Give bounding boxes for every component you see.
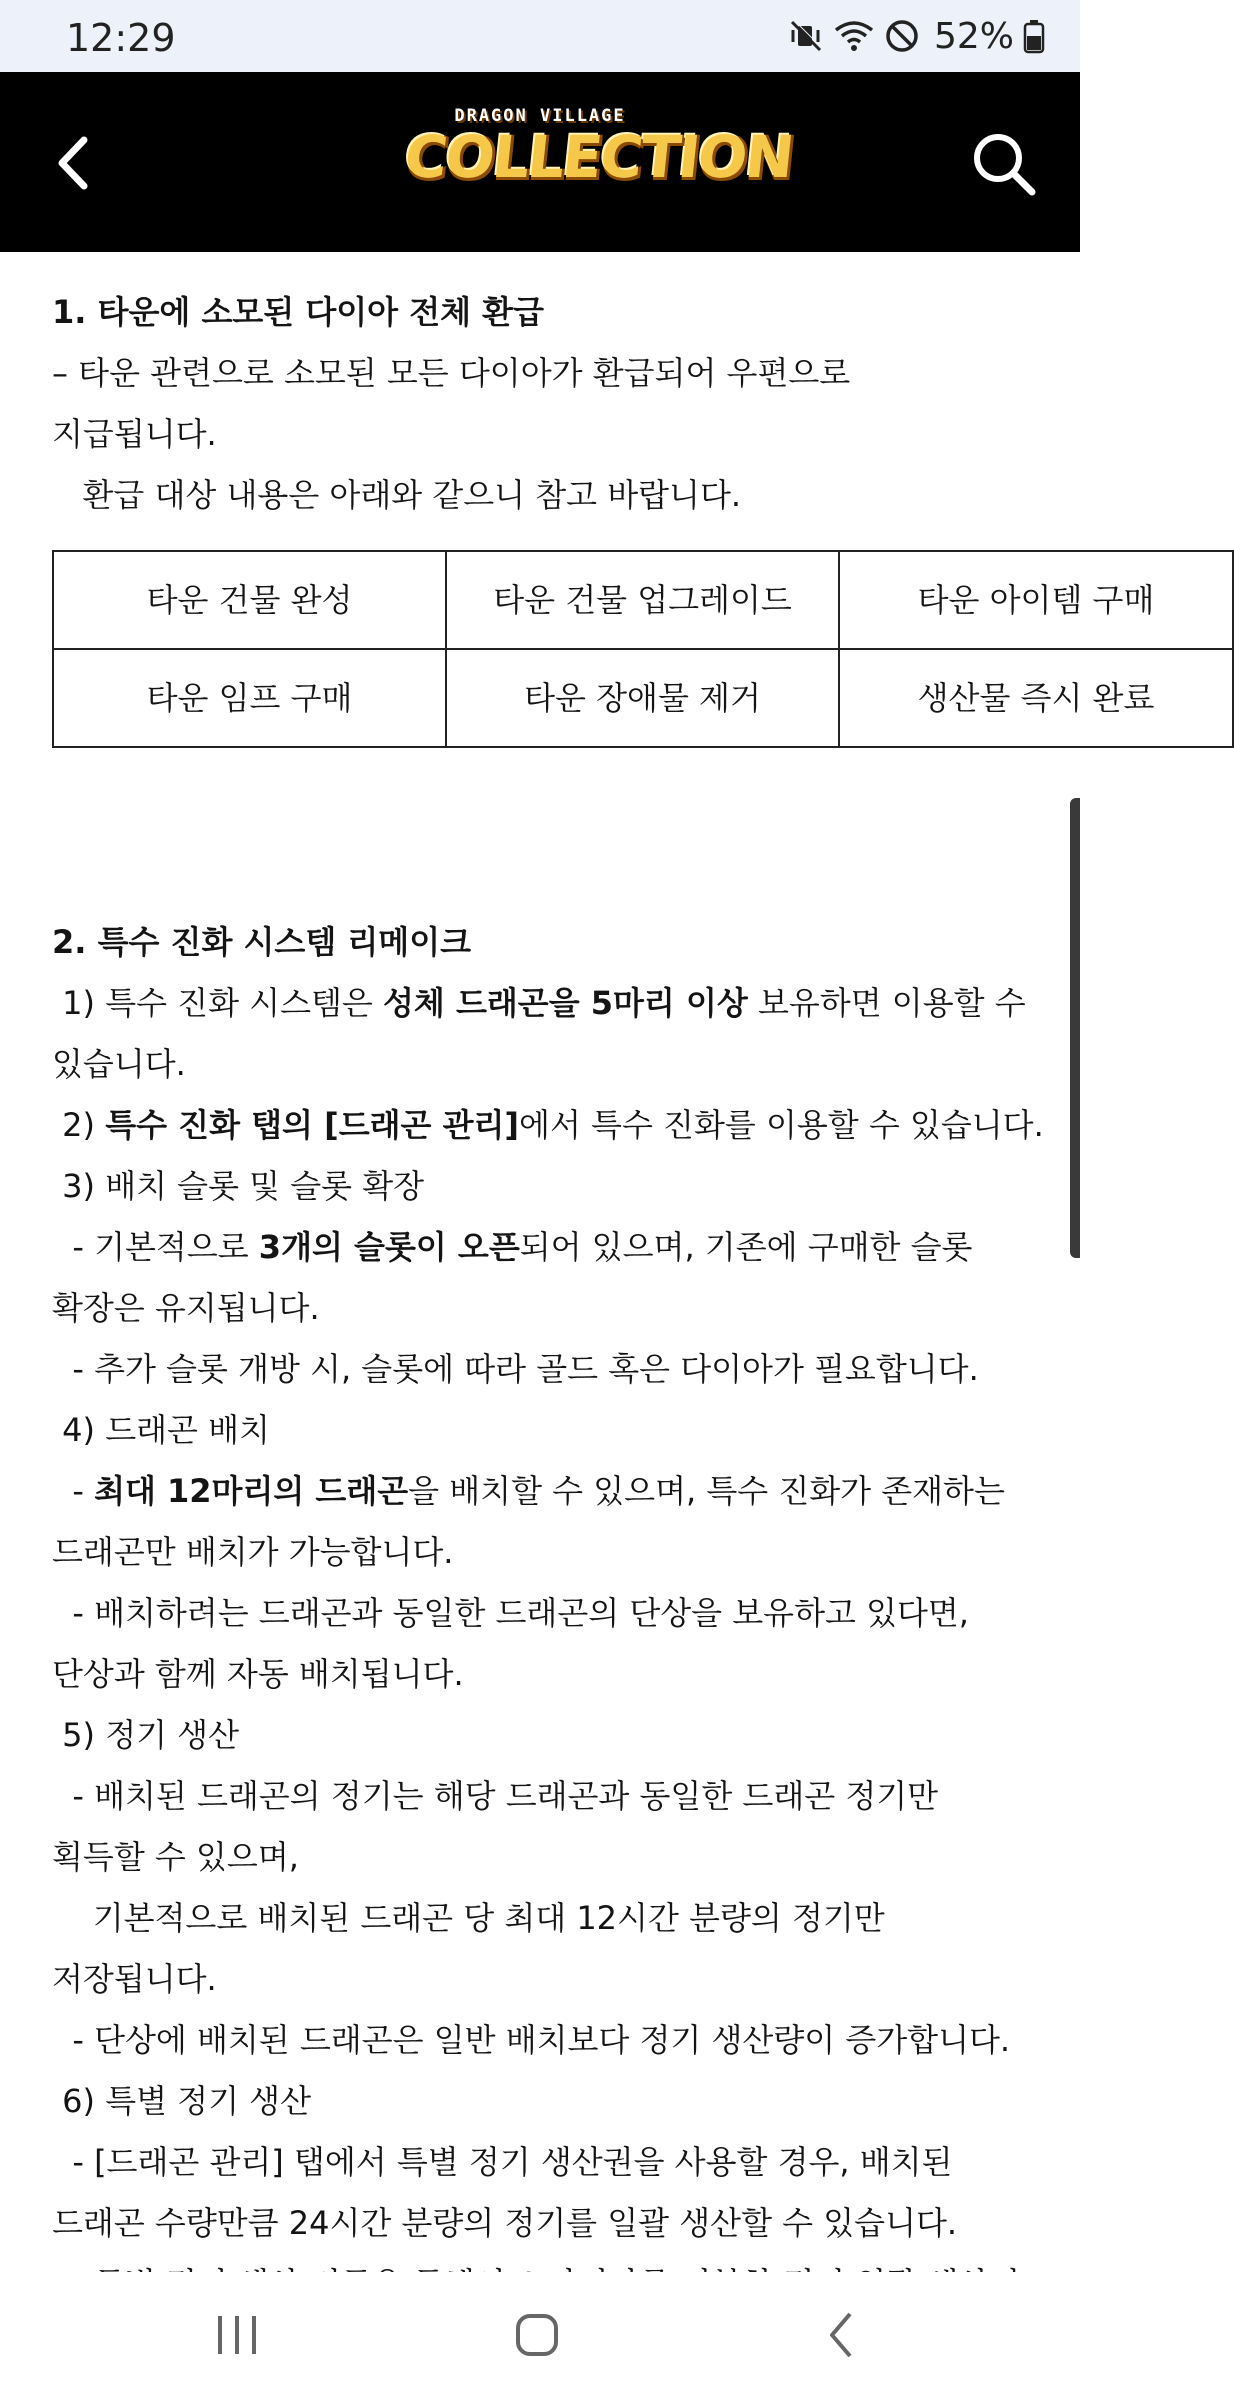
item5-line: 획득할 수 있으며, bbox=[52, 1838, 299, 1876]
scrollbar[interactable] bbox=[1070, 798, 1080, 1258]
logo-subtitle: DRAGON VILLAGE bbox=[454, 106, 626, 126]
table-cell: 타운 건물 업그레이드 bbox=[446, 551, 839, 649]
item6-line: 드래곤 수량만큼 24시간 분량의 정기를 일괄 생산할 수 있습니다. bbox=[52, 2204, 958, 2242]
recent-apps-icon bbox=[212, 2310, 262, 2360]
notice-content bbox=[52, 252, 1155, 2272]
item5-head: 5) 정기 생산 bbox=[52, 1716, 240, 1754]
table-cell: 타운 임프 구매 bbox=[53, 649, 446, 747]
item3-head: 3) 배치 슬롯 및 슬롯 확장 bbox=[52, 1167, 425, 1205]
do-not-disturb-icon bbox=[884, 18, 920, 54]
search-button[interactable] bbox=[966, 126, 1040, 200]
table-cell: 타운 아이템 구매 bbox=[839, 551, 1233, 649]
app-header bbox=[0, 72, 1080, 252]
mute-vibrate-icon bbox=[788, 18, 824, 54]
section1-line: 환급 대상 내용은 아래와 같으니 참고 바랍니다. bbox=[52, 476, 742, 514]
refund-table bbox=[52, 550, 1234, 748]
back-arrow-icon bbox=[46, 128, 106, 198]
back-nav-button[interactable] bbox=[818, 2310, 868, 2364]
text-span: 을 배치할 수 있으며, 특수 진화가 존재하는 bbox=[408, 1472, 1005, 1510]
status-time: 12:29 bbox=[66, 16, 176, 60]
item1-line bbox=[52, 973, 1052, 1034]
item4-line bbox=[52, 1461, 1052, 1522]
text-span: - 기본적으로 bbox=[52, 1228, 259, 1266]
back-button[interactable] bbox=[46, 128, 106, 198]
section1-line: 지급됩니다. bbox=[52, 415, 217, 453]
bold-text: 성체 드래곤을 5마리 이상 bbox=[383, 984, 748, 1022]
wifi-icon bbox=[834, 18, 874, 54]
battery-icon bbox=[1024, 18, 1044, 54]
text-span: 1) 특수 진화 시스템은 bbox=[52, 984, 383, 1022]
table-cell: 타운 장애물 제거 bbox=[446, 649, 839, 747]
status-icons bbox=[788, 14, 1044, 58]
item4-line: - 배치하려는 드래곤과 동일한 드래곤의 단상을 보유하고 있다면, bbox=[52, 1594, 969, 1632]
recent-apps-button[interactable] bbox=[212, 2310, 262, 2364]
table-row bbox=[53, 649, 1233, 747]
bold-text: 3개의 슬롯이 오픈 bbox=[258, 1228, 520, 1266]
section1-line: – 타운 관련으로 소모된 모든 다이아가 환급되어 우편으로 bbox=[52, 354, 851, 392]
table-row bbox=[53, 551, 1233, 649]
battery-percent: 52% bbox=[933, 15, 1014, 57]
section1-title: 1. 타운에 소모된 다이아 전체 환급 bbox=[52, 293, 544, 331]
item6-line: - [드래곤 관리] 탭에서 특별 정기 생산권을 사용할 경우, 배치된 bbox=[52, 2143, 953, 2181]
item1-cont: 있습니다. bbox=[52, 1045, 186, 1083]
home-button[interactable] bbox=[512, 2310, 562, 2364]
text-span: - bbox=[52, 1472, 95, 1510]
item3-line: - 추가 슬롯 개방 시, 슬롯에 따라 골드 혹은 다이아가 필요합니다. bbox=[52, 1350, 979, 1388]
search-icon bbox=[966, 126, 1040, 200]
item4-line: 드래곤만 배치가 가능합니다. bbox=[52, 1533, 454, 1571]
text-span: 되어 있으며, 기존에 구매한 슬롯 bbox=[519, 1228, 973, 1266]
status-bar bbox=[0, 0, 1080, 72]
item5-line: 기본적으로 배치된 드래곤 당 최대 12시간 분량의 정기만 bbox=[52, 1899, 885, 1937]
bold-text: 최대 12마리의 드래곤 bbox=[94, 1472, 409, 1510]
logo-title: COLLECTION bbox=[401, 123, 796, 191]
item5-line: - 배치된 드래곤의 정기는 해당 드래곤과 동일한 드래곤 정기만 bbox=[52, 1777, 939, 1815]
item3-line: 확장은 유지됩니다. bbox=[52, 1289, 320, 1327]
refund-table-scroll[interactable] bbox=[52, 550, 1155, 750]
back-icon bbox=[818, 2310, 868, 2360]
item6-head: 6) 특별 정기 생산 bbox=[52, 2082, 312, 2120]
navigation-bar bbox=[0, 2272, 1080, 2400]
item5-line: - 단상에 배치된 드래곤은 일반 배치보다 정기 생산량이 증가합니다. bbox=[52, 2021, 1011, 2059]
item4-head: 4) 드래곤 배치 bbox=[52, 1411, 270, 1449]
text-span: 보유하면 이용할 수 bbox=[747, 984, 1026, 1022]
item5-line: 저장됩니다. bbox=[52, 1960, 217, 1998]
section2-title: 2. 특수 진화 시스템 리메이크 bbox=[52, 923, 472, 961]
text-span: 에서 특수 진화를 이용할 수 있습니다. bbox=[519, 1106, 1044, 1144]
item3-line bbox=[52, 1217, 1052, 1278]
table-cell: 타운 건물 완성 bbox=[53, 551, 446, 649]
table-cell: 생산물 즉시 완료 bbox=[839, 649, 1233, 747]
home-icon bbox=[512, 2310, 562, 2360]
app-logo bbox=[401, 98, 796, 228]
item4-line: 단상과 함께 자동 배치됩니다. bbox=[52, 1655, 464, 1693]
text-span: 2) bbox=[52, 1106, 106, 1144]
bold-text: 특수 진화 탭의 [드래곤 관리] bbox=[105, 1106, 520, 1144]
item2-line bbox=[52, 1095, 1052, 1156]
